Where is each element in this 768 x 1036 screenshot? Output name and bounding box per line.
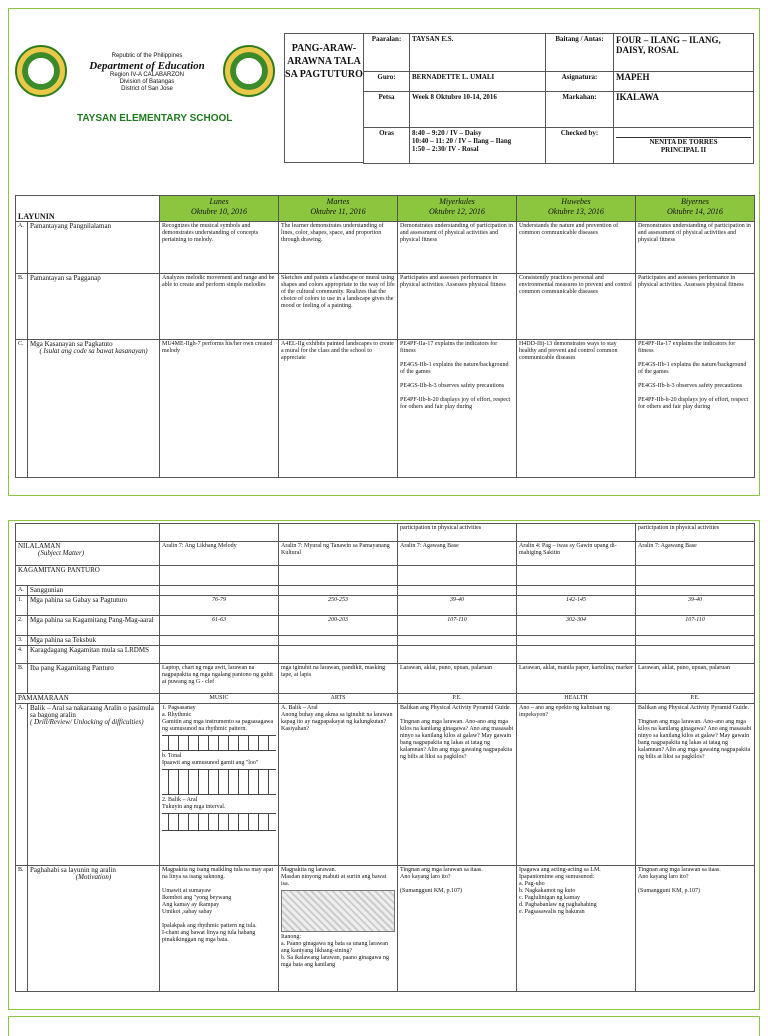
oras-line: 1:50 – 2:30/ IV - Rosal: [412, 145, 479, 153]
table-cell: A. Balik – Aral Anong buhay ang akma sa iginuhit na larawan kapag ito ay nagpapakayat ng kalungkutan? Kasiyahan?: [279, 704, 398, 866]
table-cell: 76-79: [160, 596, 279, 616]
table-cell: Larawan, aklat, puno, upuan, palaruan: [636, 664, 755, 694]
row-letter: 1.: [16, 596, 28, 616]
table-cell: 39-40: [398, 596, 517, 616]
district-logo: [15, 45, 67, 97]
table-cell: [517, 586, 636, 596]
table-cell: H4DD-IIij-13 demonstrates ways to stay healthy and prevent and control common communicable diseases: [516, 340, 635, 478]
table-cell: Larawan, aklat, manila paper, kartolina, marker: [517, 664, 636, 694]
table-cell: [160, 704, 279, 866]
table-row: [16, 636, 755, 646]
baitang-value: FOUR – ILANG – ILANG, DAISY, ROSAL: [614, 34, 754, 72]
table-row: [16, 542, 755, 566]
day-date: Oktubre 14, 2016: [667, 207, 723, 216]
row-label-text: Paghahabi sa layunin ng aralin: [30, 866, 116, 874]
table-cell: [160, 586, 279, 596]
table-cell: A4EL-IIg exhibits painted landscapes to create a mural for the class and the school to appreciate: [279, 340, 398, 478]
lesson-plan-page-2: [8, 520, 760, 1010]
table-cell: [160, 646, 279, 664]
table-cell: [279, 636, 398, 646]
subject-header: P.E.: [398, 694, 517, 704]
table-cell: Aralin 7: Myural ng Tanawin sa Pamayanang Kultural: [279, 542, 398, 566]
table-cell: [517, 524, 636, 542]
table-cell: participation in physical activities: [636, 524, 755, 542]
region-text: Region IV-A CALABARZON: [109, 72, 185, 78]
table-row: [16, 646, 755, 664]
table-cell: Laptop, chart ng mga awit, larawan na nagpapakita ng mga ngalang pantono ng guhit at puwang ng G - clef: [160, 664, 279, 694]
school-logo: [223, 45, 275, 97]
table-cell: [636, 636, 755, 646]
table-cell: [160, 566, 279, 586]
row-letter: 3.: [16, 636, 28, 646]
day-name: Lunes: [209, 197, 229, 206]
day-name: Biyernes: [680, 197, 709, 206]
interval-staff-icon: [162, 813, 276, 831]
table-cell: Magpakita ng isang maikling tula na may apat na linya sa isang saknong. Umawit at sumayaw Ikembot ang "yong beywang Ang kamay ay ikampay Umikot ,sabay sabay Ipalakpak ang rhythmic pattern ng tula. I-chant ang bawat linya ng tula habang pinakikinggan ng mga bata.: [160, 866, 279, 992]
checked-title: PRINCIPAL II: [660, 146, 707, 154]
table-cell: Participates and assesses performance in physical activities. Assesses physical fitness: [397, 274, 516, 340]
day-header: [279, 196, 398, 222]
subject-header: P.E.: [636, 694, 755, 704]
asignatura-label: Asignatura:: [546, 72, 614, 92]
nilalaman-label: [16, 542, 160, 566]
row-letter: A.: [16, 222, 28, 274]
guro-value: BERNADETTE L. UMALI: [410, 72, 546, 92]
row-label: Pamantayang Pangnilalaman: [28, 222, 160, 274]
table-cell: [398, 566, 517, 586]
guro-label: Guro:: [364, 72, 410, 92]
lesson-plan-page-3: [8, 1016, 760, 1036]
table-cell: 61-63: [160, 616, 279, 636]
table-cell: Aralin 7: Ang Likhang Melody: [160, 542, 279, 566]
day-name: Miyerkules: [439, 197, 475, 206]
pamamaraan-label: PAMAMARAAN: [16, 694, 160, 704]
table-cell: [279, 524, 398, 542]
table-cell: participation in physical activities: [398, 524, 517, 542]
table-cell: Analyzes melodic movement and range and be able to create and perform simple melodies: [160, 274, 279, 340]
table-row: [16, 704, 755, 866]
oras-label: Oras: [364, 128, 410, 164]
table-cell: Ipagawa ang acting-acting sa LM. Ipapantomime ang sumusunod: a. Pag-uho b. Nagkakamot ng kuto c. Paglulinigan ng kamay d. Pagbabanlaw ng paghahahing e. Pagsasawalis ng bakuran: [517, 866, 636, 992]
row-sublabel: ( Drill/Review/ Unlocking of difficulties): [30, 718, 144, 726]
table-cell: Aralin 7: Agawang Base: [636, 542, 755, 566]
table-row: [16, 664, 755, 694]
signature-line: [616, 129, 751, 138]
row-letter: 4.: [16, 646, 28, 664]
day-date: Oktubre 12, 2016: [429, 207, 485, 216]
paaralan-label: Paaralan:: [364, 34, 410, 72]
markahan-label: Markahan:: [546, 92, 614, 128]
asignatura-value: MAPEH: [614, 72, 754, 92]
row-label: [28, 866, 160, 992]
table-cell: [636, 586, 755, 596]
row-label-text: Mga Kasanayan sa Pagkatuto: [30, 340, 113, 348]
day-date: Oktubre 13, 2016: [548, 207, 604, 216]
row-label: Mga pahina sa Teksbuk: [28, 636, 160, 646]
table-cell: [517, 646, 636, 664]
row-letter: B.: [16, 274, 28, 340]
markahan-value: IKALAWA: [614, 92, 754, 128]
arts-motivation-text: Magpakita ng larawan. Masdan ninyong mabuti at suriin ang bawat isa.: [281, 867, 387, 887]
table-cell: [636, 646, 755, 664]
oras-line: 10:40 – 11: 20 / IV – Ilang – Ilang: [412, 137, 512, 145]
row-letter: A.: [16, 586, 28, 596]
table-cell: Larawan, aklat, puno, upuan, palaruan: [398, 664, 517, 694]
table-row: [16, 222, 755, 274]
day-header: [516, 196, 635, 222]
table-cell: Sketches and paints a landscape or mural using shapes and colors appropriate to the way of life of the cultural community. Realizes that the choice of colors to use in a landscape gives the mood or feeling of a painting.: [279, 274, 398, 340]
table-row: [16, 596, 755, 616]
table-cell: [517, 566, 636, 586]
row-label: Iba pang Kagamitang Panturo: [28, 664, 160, 694]
nilalaman-text: NILALAMAN: [18, 542, 61, 550]
info-table: [363, 33, 754, 164]
nilalaman-sub: (Subject Matter): [38, 549, 85, 557]
row-sublabel: (Motivation): [75, 873, 112, 881]
checked-name: NENITA DE TORRES: [649, 138, 718, 146]
table-cell: 302-304: [517, 616, 636, 636]
table-cell: Tingnan ang mga larawan sa itaas. Ano kayang laro ito? (Sumangguni KM, p.107): [398, 866, 517, 992]
objectives-table: [15, 195, 755, 478]
row-label: Mga pahina sa Gabay sa Pagtuturo: [28, 596, 160, 616]
table-cell: 142-145: [517, 596, 636, 616]
table-cell: [160, 636, 279, 646]
row-label: [28, 704, 160, 866]
table-cell: Aralin 4: Pag – iwas sy Gawin upang di-mahiging Sakitin: [517, 542, 636, 566]
table-row: [16, 524, 755, 542]
title-text: PANG-ARAW-ARAWNA TALA SA PAGTUTURO: [285, 43, 363, 80]
table-cell: MU4ME-IIgh-7 performs his/her own created melody: [160, 340, 279, 478]
layunin-heading: LAYUNIN: [16, 196, 160, 222]
table-cell: [398, 636, 517, 646]
table-row: [16, 274, 755, 340]
table-cell: Tingnan ang mga larawan sa itaas. Ano kayang laro ito? (Sumangguni KM, p.107): [636, 866, 755, 992]
table-row: [16, 694, 755, 704]
subject-header: MUSIC: [160, 694, 279, 704]
table-cell: mga iginuhit na larawan, pandikit, masking tape, at lapis: [279, 664, 398, 694]
division-text: Division of Batangas: [119, 79, 175, 85]
row-letter: 2.: [16, 616, 28, 636]
table-cell: 107-110: [636, 616, 755, 636]
subject-header: ARTS: [279, 694, 398, 704]
day-date: Oktubre 11, 2016: [310, 207, 366, 216]
checked-by: [614, 128, 754, 164]
table-cell: PE4PF-IIa-17 explains the indicators for fitness PE4GS-IIb-1 explains the nature/background of the games PE4GS-IIb-h-3 observes safety precautions PE4PF-IIb-h-20 displays joy of effort, respect for others and fair play during: [635, 340, 754, 478]
oras-line: 8:40 – 9:20 / IV – Daisy: [412, 129, 482, 137]
subject-header: HEALTH: [517, 694, 636, 704]
table-cell: Understands the nature and prevention of common communicable diseases: [516, 222, 635, 274]
table-cell: Aralin 7: Agawang Base: [398, 542, 517, 566]
table-cell: Balikan ang Physical Activity Pyramid Guide. Tingnan ang mga larawan. Ano-ano ang mga kilos na kanilang ginagawa? Ano ang masasabi ninyo sa kanilang kilos at galaw? May gawain bang nagpapakita ng lakas at tatag ng kalamnan? Alin ang mga gawaing nagpapakita ng bilis at liksi sa pagkilos?: [398, 704, 517, 866]
table-row: [16, 866, 755, 992]
table-cell: The learner demonstrates understanding of lines, color, shapes, space, and proportion through drawing.: [279, 222, 398, 274]
row-sublabel: ( Isulat ang code sa bawat kasanayan): [39, 347, 148, 355]
row-letter: B.: [16, 664, 28, 694]
table-cell: [16, 524, 160, 542]
table-row: [16, 586, 755, 596]
table-cell: Balikan ang Physical Activity Pyramid Guide. Tingnan ang mga larawan. Ano-ano ang mga kilos na kanilang ginagawa? Ano ang masasabi ninyo sa kanilang kilos at galaw? May gawain bang nagpapakita ng lakas at tatag ng kalamnan? Alin ang mga gawaing nagpapakita ng bilis at liksi sa pagkilos?: [636, 704, 755, 866]
oras-values: [410, 128, 546, 164]
day-header: [397, 196, 516, 222]
table-cell: [517, 636, 636, 646]
lesson-plan-page-1: [8, 8, 760, 496]
table-cell: Recognizes the musical symbols and demonstrates understanding of concepts pertaining to melody.: [160, 222, 279, 274]
republic-text: Republic of the Philippines: [111, 53, 183, 59]
school-name: TAYSAN ELEMENTARY SCHOOL: [77, 113, 233, 124]
table-cell: [398, 586, 517, 596]
table-cell: Ano – ano ang epekto ng kalinisan ng impeksyon?: [517, 704, 636, 866]
row-label-text: Balik – Aral sa nakaraang Aralin o pasimula sa bagong aralin: [30, 704, 154, 719]
row-label: Pamantayan sa Pagganap: [28, 274, 160, 340]
row-letter: C.: [16, 340, 28, 478]
table-cell: 200-203: [279, 616, 398, 636]
children-drawing-image: [281, 890, 395, 932]
district-text: District of San Jose: [121, 86, 173, 92]
table-cell: [160, 524, 279, 542]
day-header: [160, 196, 279, 222]
music-tonal-text: b. Tonal Ipaawit ang sumusunod gamit ang "loo": [162, 753, 259, 766]
deped-header: [73, 53, 221, 93]
procedure-table: [15, 523, 755, 992]
row-letter: B.: [16, 866, 28, 992]
day-date: Oktubre 10, 2016: [191, 207, 247, 216]
table-cell: [279, 646, 398, 664]
row-label: Mga pahina sa Kagamitang Pang-Mag-aaral: [28, 616, 160, 636]
table-cell: Demonstrates understanding of participation in and assessment of physical activities and physical fitness: [635, 222, 754, 274]
row-letter: A.: [16, 704, 28, 866]
table-cell: Demonstrates understanding of participation in and assessment of physical activities and physical fitness: [397, 222, 516, 274]
day-name: Martes: [326, 197, 350, 206]
rhythm-pattern-icon: [162, 735, 276, 751]
kagamitang-label: KAGAMITANG PANTURO: [16, 566, 160, 586]
petsa-value: Week 8 Oktubre 10-14, 2016: [410, 92, 546, 128]
music-drill-text: 1. Pagsasanay a. Rhythmic Gamitin ang mga instrumento sa pagsasagawa ng sumusunod na rhythmic pattern.: [162, 705, 274, 732]
table-cell: [279, 586, 398, 596]
table-row: [16, 566, 755, 586]
table-cell: [398, 646, 517, 664]
day-header: [635, 196, 754, 222]
music-staff-icon: [162, 769, 276, 795]
table-cell: [636, 566, 755, 586]
checked-label: Checked by:: [546, 128, 614, 164]
row-label: [28, 340, 160, 478]
table-cell: [279, 566, 398, 586]
paaralan-value: TAYSAN E.S.: [410, 34, 546, 72]
table-row: [16, 340, 755, 478]
table-cell: 39-40: [636, 596, 755, 616]
document-title: [284, 33, 364, 163]
table-cell: Consistently practices personal and environmental measures to prevent and control common communicable diseases: [516, 274, 635, 340]
table-cell: 107-110: [398, 616, 517, 636]
table-cell: PE4PF-IIa-17 explains the indicators for fitness PE4GS-IIb-1 explains the nature/background of the games PE4GS-IIb-h-3 observes safety precautions PE4PF-IIb-h-20 displays joy of effort, respect for others and fair play during: [397, 340, 516, 478]
day-name: Huwebes: [561, 197, 591, 206]
table-cell: 250-253: [279, 596, 398, 616]
row-label: Karagdagang Kagamitan mula sa LRDMS: [28, 646, 160, 664]
table-cell: Participates and assesses performance in physical activities. Assesses physical fitness: [635, 274, 754, 340]
baitang-label: Baitang / Antas:: [546, 34, 614, 72]
table-cell: [279, 866, 398, 992]
table-row: [16, 616, 755, 636]
department-text: Department of Education: [89, 60, 205, 72]
music-review-text: 2. Balik – Aral Tukuyin ang mga interval.: [162, 797, 226, 810]
row-label: Sanggunian: [28, 586, 160, 596]
arts-questions-text: Itanong: a. Paano ginagawa ng bata sa unang larawan ang kaniyang likhang-sining? b. Sa ikalawang larawan, paano ginagawa ng mga bata ang kanilang: [281, 934, 389, 968]
petsa-label: Petsa: [364, 92, 410, 128]
